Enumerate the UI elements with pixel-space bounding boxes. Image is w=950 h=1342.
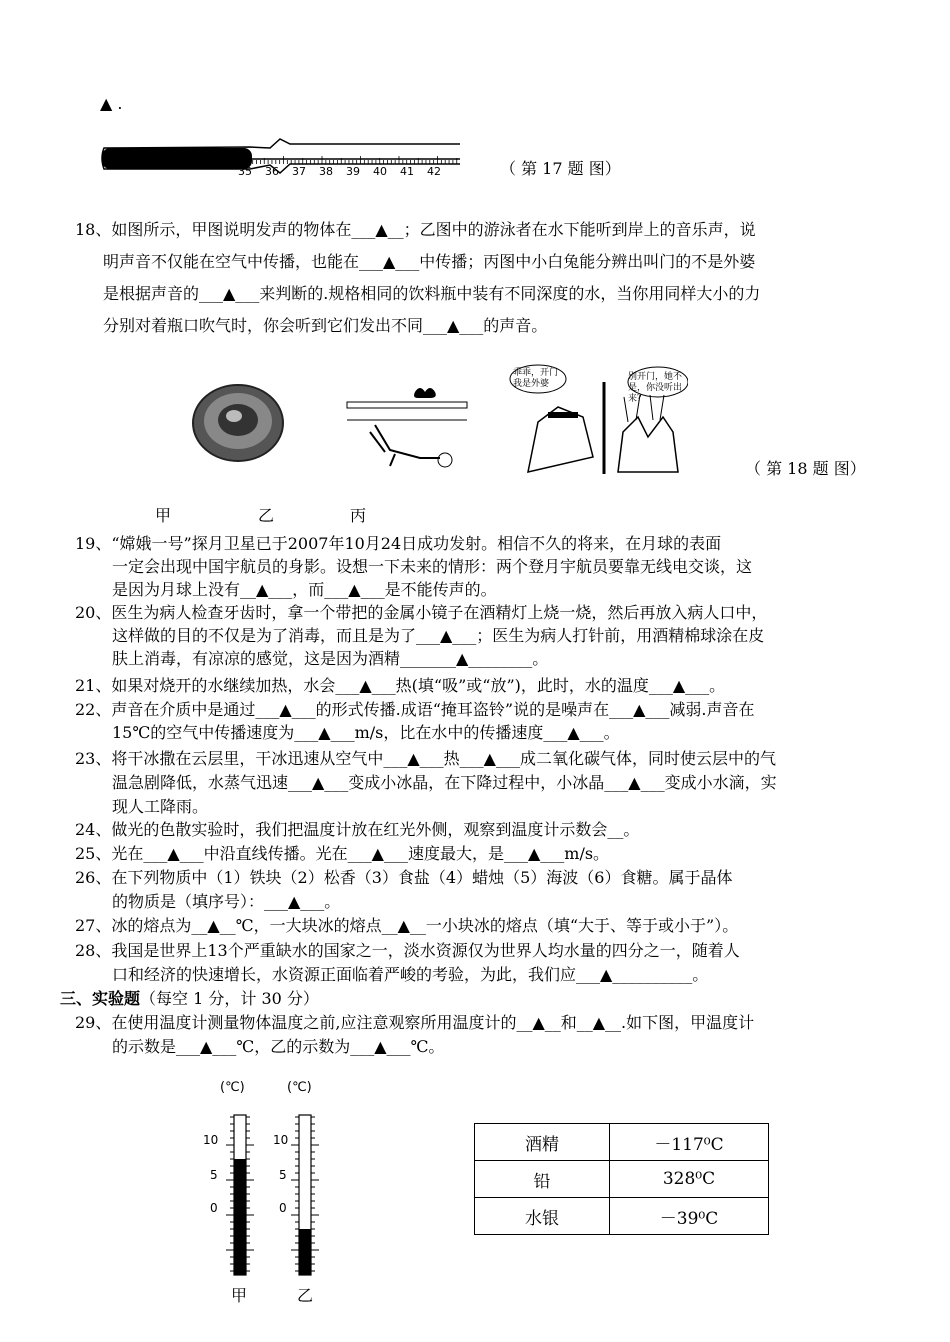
q19-line-1: 19、“嫦娥一号”探月卫星已于2007年10月24日成功发射。相信不久的将来，在月球的表面 [75,534,722,553]
section3-title: 三、实验题 [60,989,141,1008]
yi-tick-10: 10 [273,1133,289,1147]
value-cell: －117⁰C [610,1124,769,1161]
q25-line: 25、光在___▲___中沿直线传播。光在___▲___速度最大，是___▲___m/s。 [75,844,610,863]
value-cell: 328⁰C [610,1161,769,1198]
table-row [475,1161,769,1198]
q17-tick: 35 [238,165,252,178]
table-row [475,1198,769,1235]
bubble-right-text: 别开门，她不是，你没听出来？ [628,372,683,404]
jia-tick-10: 10 [203,1133,219,1147]
q24-line: 24、做光的色散实验时，我们把温度计放在红光外侧，观察到温度计示数会__。 [75,820,640,839]
q17-tick: 39 [346,165,360,178]
q17-tick: 36 [265,165,279,178]
q17-tick: 42 [427,165,441,178]
q21-line: 21、如果对烧开的水继续加热，水会___▲___热(填“吸”或“放”)，此时，水的温度___▲___。 [75,676,726,695]
top-answer-fragment: ▲ . [100,94,123,113]
q29-thermometers [195,1100,335,1290]
thermometer-liquid [234,1159,246,1275]
q20-line-2: 这样做的目的不仅是为了消毒，而且是为了___▲___；医生为病人打针前，用酒精棉球涂在皮 [112,626,765,645]
yi-label: 乙 [297,1286,314,1305]
yi-unit: (℃) [287,1080,312,1095]
q17-tick: 40 [373,165,387,178]
q29-line-1: 29、在使用温度计测量物体温度之前,应注意观察所用温度计的__▲__和__▲__.如下图，甲温度计 [75,1013,755,1032]
label-yi: 乙 [258,506,275,525]
q27-line: 27、冰的熔点为__▲__℃，一大块冰的熔点__▲__一小块冰的熔点（填“大于、等于或小于”）。 [75,916,739,935]
swimmer-figure [345,380,470,475]
substance-cell: 水银 [475,1198,610,1235]
label-jia: 甲 [155,506,172,525]
yi-tick-0: 0 [279,1201,287,1215]
thermometer-jia [226,1115,254,1275]
table-row [475,1124,769,1161]
label-bing: 丙 [350,506,367,525]
q19-line-2: 一定会出现中国宇航员的身影。设想一下未来的情形：两个登月宇航员要靠无线电交谈，这 [112,557,753,576]
q18-line-2: 明声音不仅能在空气中传播，也能在___▲___中传播；丙图中小白兔能分辨出叫门的不是外婆 [103,252,756,271]
q20-line-3: 肤上消毒，有凉凉的感觉，这是因为酒精_______▲________。 [112,649,549,668]
q26-line-1: 26、在下列物质中（1）铁块（2）松香（3）食盐（4）蜡烛（5）海波（6）食糖。属于晶体 [75,868,733,887]
thermometer-liquid [299,1229,311,1275]
q29-line-2: 的示数是___▲___℃，乙的示数为___▲___℃。 [112,1037,445,1056]
jia-label: 甲 [231,1286,248,1305]
q22-line-1: 22、声音在介质中是通过___▲___的形式传播.成语“掩耳盗铃”说的是噪声在___▲___减弱.声音在 [75,700,755,719]
q18-line-3: 是根据声音的___▲___来判断的.规格相同的饮料瓶中装有不同深度的水，当你用同样大小的力 [103,284,761,303]
q17-caption: （ 第 17 题 图） [500,159,621,178]
q17-tick: 38 [319,165,333,178]
q20-line-1: 20、医生为病人检查牙齿时，拿一个带把的金属小镜子在酒精灯上烧一烧，然后再放入病人口中， [75,603,768,622]
q19-line-3: 是因为月球上没有__▲___，而___▲___是不能传声的。 [112,580,497,599]
section3-heading [60,988,319,1010]
q18-caption: （ 第 18 题 图） [745,459,866,478]
q28-line-2: 口和经济的快速增长，水资源正面临着严峻的考验，为此，我们应___▲__________。 [112,965,709,984]
thermometer-yi [291,1115,319,1275]
value-cell: －39⁰C [610,1198,769,1235]
q28-line-1: 28、我国是世界上13个严重缺水的国家之一，淡水资源仅为世界人均水量的四分之一，随着人 [75,941,740,960]
substance-cell: 酒精 [475,1124,610,1161]
jia-tick-0: 0 [210,1201,218,1215]
melting-point-table [474,1123,769,1235]
section3-note: （每空 1 分，计 30 分） [140,989,319,1008]
substance-cell: 铅 [475,1161,610,1198]
q23-line-3: 现人工降雨。 [112,797,209,816]
q23-line-1: 23、将干冰撒在云层里，干冰迅速从空气中___▲___热___▲___成二氧化碳气体，同时使云层中的气 [75,749,776,768]
q22-line-2: 15℃的空气中传播速度为___▲___m/s，比在水中的传播速度___▲___。 [112,723,620,742]
q23-line-2: 温急剧降低，水蒸气迅速___▲___变成小冰晶，在下降过程中，小冰晶___▲___变成小水滴，实 [112,773,777,792]
q18-line-4: 分别对着瓶口吹气时，你会听到它们发出不同___▲___的声音。 [103,316,548,335]
yi-tick-5: 5 [279,1168,287,1182]
q18-line-1: 18、如图所示，甲图说明发声的物体在___▲__；乙图中的游泳者在水下能听到岸上的音乐声，说 [75,220,756,239]
jia-unit: (℃) [220,1080,245,1095]
q17-tick: 41 [400,165,414,178]
jia-tick-5: 5 [210,1168,218,1182]
speaker-figure [190,378,290,473]
bubble-left-text: 乖乖，开门 我是外婆 [513,368,559,389]
q26-line-2: 的物质是（填序号）：___▲___。 [112,892,341,911]
q17-tick: 37 [292,165,306,178]
